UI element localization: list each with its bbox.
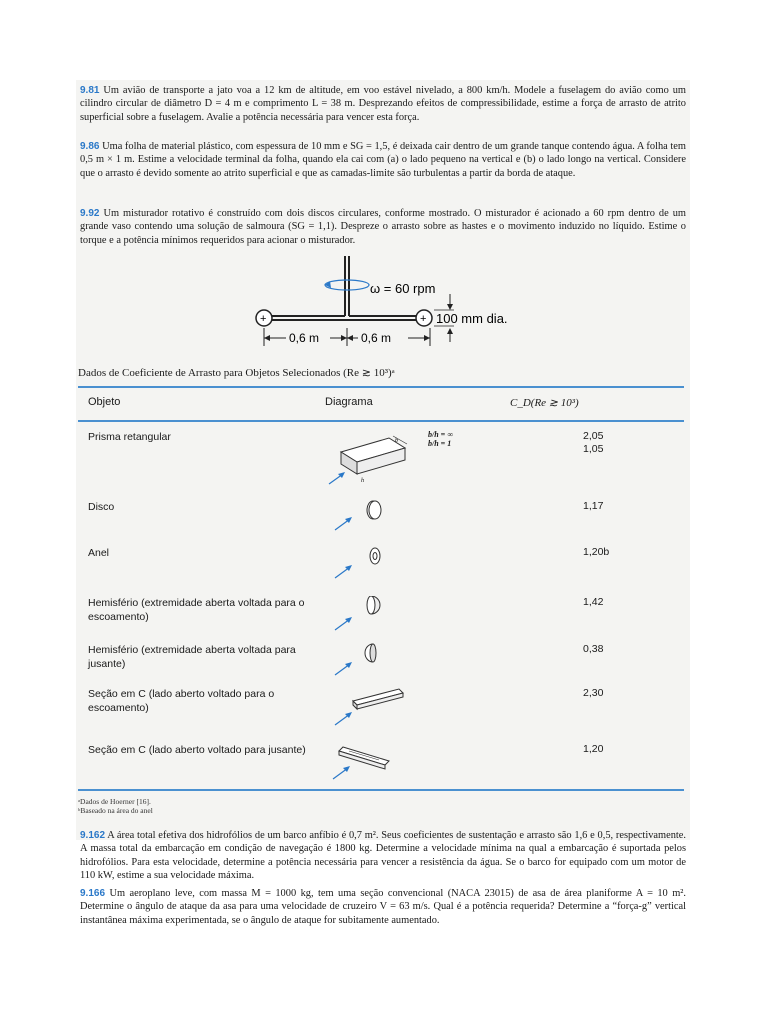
table-row [78, 546, 684, 588]
table-row [78, 500, 684, 540]
table-bottom-rule [78, 789, 684, 791]
bh-label-infinite: b/h = ∞ [428, 430, 453, 439]
footnote-a: ᵃDados de Hoerner [16]. [78, 797, 151, 806]
omega-label: ω = 60 rpm [370, 281, 436, 296]
problem-text: Um avião de transporte a jato voa a 12 km de altitude, em voo estável nivelado, a 800 km/h. Modele a fuselagem do avião como um cilindro circular de diâmetro D = 4 m e comprimento L = 38 m. Desprezando efeitos de compressibilidade, estime a força de arrasto de atrito superficial sobre a fuselagem. Avalie a potência necessária para vencer esta força. [80, 85, 686, 123]
problem-text: Um misturador rotativo é construído com dois discos circulares, conforme mostrado. O misturador é acionado a 60 rpm dentro de um grande vaso contendo uma solução de salmoura (SG = 1,1). Despreze o arrasto sobre as hastes e o movimento induzido no líquido. Estime o torque e a potência mínimos requeridos para acionar o misturador. [80, 208, 686, 246]
table-row [78, 430, 684, 490]
bh-label-one: b/h = 1 [428, 439, 452, 448]
svg-text:b: b [395, 438, 398, 444]
c-section-open-downstream-diagram [323, 743, 423, 794]
svg-text:h: h [361, 478, 364, 484]
diameter-label: 100 mm dia. [436, 311, 508, 326]
problem-9-166 [80, 887, 686, 927]
disk-diagram [323, 500, 423, 545]
rotation-arrow [325, 280, 369, 290]
svg-text:+: + [420, 313, 427, 325]
table-row [78, 743, 684, 789]
cd-value: 1,42 [583, 596, 604, 608]
cd-value-secondary: 1,05 [583, 443, 604, 455]
object-name: Hemisfério (extremidade aberta voltada para o escoamento) [88, 597, 305, 623]
object-name: Hemisfério (extremidade aberta voltada para jusante) [88, 644, 296, 670]
table-footnotes [78, 797, 153, 815]
object-name: Seção em C (lado aberto voltado para jusante) [88, 744, 306, 756]
cd-value: 1,20 [583, 743, 604, 755]
footnote-b: ᵇBaseado na área do anel [78, 806, 153, 815]
rectangular-prism-diagram [323, 430, 423, 493]
object-name: Disco [88, 501, 115, 513]
mixer-figure [240, 254, 540, 354]
dimension-right: 0,6 m [361, 331, 392, 345]
cd-values [583, 430, 603, 456]
problem-number: 9.81 [80, 85, 100, 96]
cd-value: 2,05 [583, 430, 604, 442]
hemisphere-open-downstream-diagram [323, 643, 423, 692]
table-row [78, 596, 684, 640]
problem-9-92 [80, 207, 686, 247]
problem-number: 9.166 [80, 888, 106, 899]
problem-text: Um aeroplano leve, com massa M = 1000 kg, tem uma seção convencional (NACA 23015) de asa de área planiforme A = 10 m². Determine o ângulo de ataque da asa para uma velocidade de cruzeiro V = 63 m/s. Qual é a potência requerida? Determine a “força-g” vertical instantânea máxima experimentada, se o ângulo de ataque for subitamente aumentado. [80, 888, 686, 926]
c-section-open-upstream-diagram [323, 687, 423, 742]
problem-number: 9.86 [80, 141, 100, 152]
table-row [78, 687, 684, 737]
dimension-left: 0,6 m [289, 331, 320, 345]
cd-value: 1,17 [583, 500, 604, 512]
problem-9-162 [80, 829, 686, 883]
header-cd: C_D(Re ≳ 10³) [510, 397, 579, 409]
problem-number: 9.162 [80, 830, 106, 841]
svg-text:+: + [260, 313, 267, 325]
problem-text: A área total efetiva dos hidrofólios de um barco anfíbio é 0,7 m². Seus coeficientes de sustentação e arrasto são 1,6 e 0,5, respectivamente. A massa total da embarcação em condição de navegação é 1800 kg. Determine a velocidade mínima na qual a embarcação é suportada pelos hidrofólios. Para esta velocidade, determine a potência necessária para vencer a resistência da água. Se o barco for equipado com um motor de 110 kW, estime a sua velocidade máxima. [80, 830, 686, 882]
table-header-rule [78, 420, 684, 422]
table-row [78, 643, 684, 687]
table-top-rule [78, 386, 684, 388]
cd-value: 1,20b [583, 546, 610, 558]
hemisphere-open-upstream-diagram [323, 596, 423, 645]
table-caption: Dados de Coeficiente de Arrasto para Objetos Selecionados (Re ≳ 10³)ᵃ [78, 367, 395, 379]
cd-value: 0,38 [583, 643, 604, 655]
problem-9-81 [80, 84, 686, 124]
object-name: Prisma retangular [88, 431, 171, 443]
problem-number: 9.92 [80, 208, 100, 219]
header-object: Objeto [88, 396, 121, 408]
problem-9-86 [80, 140, 686, 180]
ring-diagram [323, 546, 423, 593]
bh-labels [428, 430, 453, 448]
header-diagram: Diagrama [325, 396, 373, 408]
problem-text: Uma folha de material plástico, com espessura de 10 mm e SG = 1,5, é deixada cair dentro de um grande tanque contendo água. A folha tem 0,5 m × 1 m. Estime a velocidade terminal da folha, quando ela cai com (a) o lado pequeno na vertical e (b) o lado longo na vertical. Considere que o arrasto é devido somente ao atrito superficial e que as camadas-limite são turbulentas a partir da borda de ataque. [80, 141, 686, 179]
object-name: Seção em C (lado aberto voltado para o escoamento) [88, 688, 275, 714]
cd-value: 2,30 [583, 687, 604, 699]
object-name: Anel [88, 547, 110, 559]
